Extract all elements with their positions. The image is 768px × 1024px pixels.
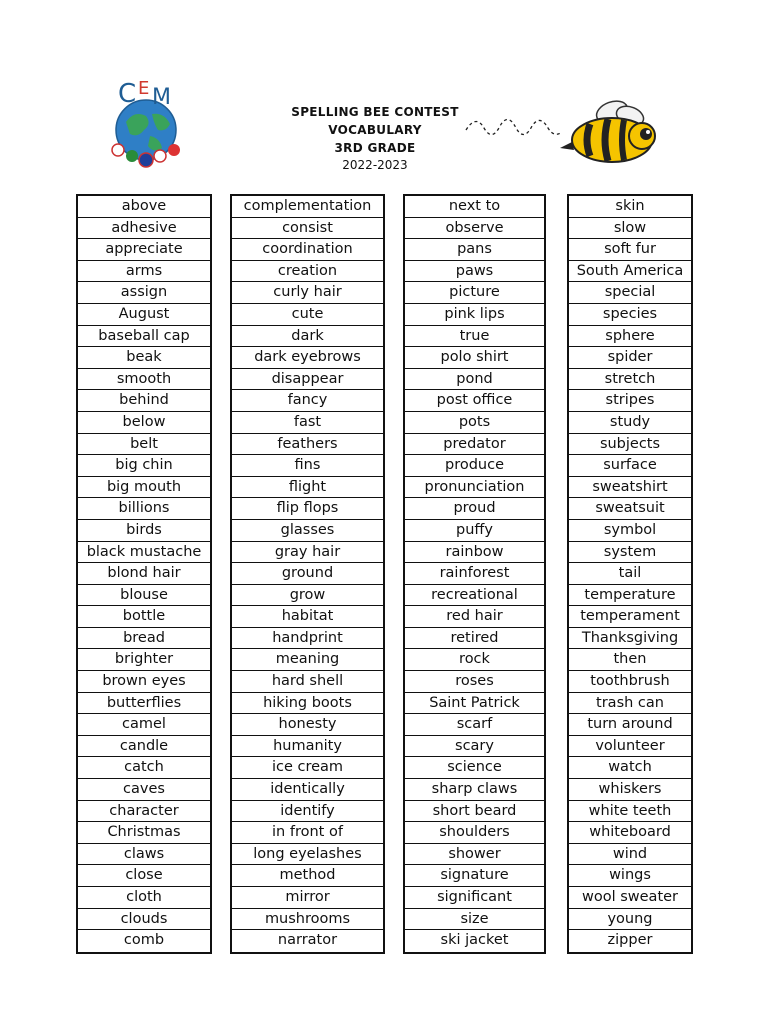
- contest-title: SPELLING BEE CONTEST: [291, 105, 459, 119]
- vocabulary-word: recreational: [405, 585, 544, 607]
- vocabulary-word: Christmas: [78, 822, 210, 844]
- word-column-3: [403, 194, 546, 954]
- vocabulary-word: Saint Patrick: [405, 693, 544, 715]
- vocabulary-word: pink lips: [405, 304, 544, 326]
- vocabulary-word: caves: [78, 779, 210, 801]
- vocabulary-word: watch: [569, 757, 691, 779]
- vocabulary-word: claws: [78, 844, 210, 866]
- vocabulary-word: white teeth: [569, 801, 691, 823]
- vocabulary-word: beak: [78, 347, 210, 369]
- vocabulary-word: pronunciation: [405, 477, 544, 499]
- vocabulary-word: catch: [78, 757, 210, 779]
- word-column-2: [230, 194, 385, 954]
- vocabulary-word: temperature: [569, 585, 691, 607]
- vocabulary-word: special: [569, 282, 691, 304]
- school-year: 2022-2023: [342, 158, 408, 172]
- vocabulary-word: camel: [78, 714, 210, 736]
- vocabulary-word: next to: [405, 196, 544, 218]
- bee-illustration: [462, 92, 662, 172]
- vocabulary-word: paws: [405, 261, 544, 283]
- vocabulary-word: below: [78, 412, 210, 434]
- vocabulary-word: close: [78, 865, 210, 887]
- vocabulary-word: significant: [405, 887, 544, 909]
- vocabulary-word: species: [569, 304, 691, 326]
- vocabulary-word: whiteboard: [569, 822, 691, 844]
- page-header: [280, 103, 470, 173]
- vocabulary-word: sweatshirt: [569, 477, 691, 499]
- vocabulary-word: sphere: [569, 326, 691, 348]
- word-column-1: [76, 194, 212, 954]
- vocabulary-word: in front of: [232, 822, 383, 844]
- vocabulary-word: surface: [569, 455, 691, 477]
- vocabulary-word: pond: [405, 369, 544, 391]
- vocabulary-word: pots: [405, 412, 544, 434]
- vocabulary-word: handprint: [232, 628, 383, 650]
- vocabulary-word: hard shell: [232, 671, 383, 693]
- vocabulary-word: flight: [232, 477, 383, 499]
- vocabulary-word: behind: [78, 390, 210, 412]
- vocabulary-word: ice cream: [232, 757, 383, 779]
- vocabulary-word: wings: [569, 865, 691, 887]
- vocabulary-word: picture: [405, 282, 544, 304]
- vocabulary-word: brighter: [78, 649, 210, 671]
- vocabulary-word: disappear: [232, 369, 383, 391]
- vocabulary-word: habitat: [232, 606, 383, 628]
- vocabulary-word: ground: [232, 563, 383, 585]
- vocabulary-word: red hair: [405, 606, 544, 628]
- vocabulary-word: whiskers: [569, 779, 691, 801]
- vocabulary-word: flip flops: [232, 498, 383, 520]
- vocabulary-word: dark: [232, 326, 383, 348]
- vocabulary-word: big mouth: [78, 477, 210, 499]
- vocabulary-word: fast: [232, 412, 383, 434]
- vocabulary-word: black mustache: [78, 542, 210, 564]
- vocabulary-word: bottle: [78, 606, 210, 628]
- vocabulary-word: shoulders: [405, 822, 544, 844]
- vocabulary-word: coordination: [232, 239, 383, 261]
- vocabulary-word: glasses: [232, 520, 383, 542]
- word-column-4: [567, 194, 693, 954]
- vocabulary-word: trash can: [569, 693, 691, 715]
- vocabulary-word: subjects: [569, 434, 691, 456]
- vocabulary-word: post office: [405, 390, 544, 412]
- vocabulary-word: arms: [78, 261, 210, 283]
- vocabulary-word: cloth: [78, 887, 210, 909]
- vocabulary-word: belt: [78, 434, 210, 456]
- vocabulary-word: toothbrush: [569, 671, 691, 693]
- vocabulary-word: billions: [78, 498, 210, 520]
- vocabulary-word: science: [405, 757, 544, 779]
- vocabulary-word: skin: [569, 196, 691, 218]
- vocabulary-word: August: [78, 304, 210, 326]
- vocabulary-word: then: [569, 649, 691, 671]
- vocabulary-word: retired: [405, 628, 544, 650]
- vocabulary-word: brown eyes: [78, 671, 210, 693]
- vocabulary-word: candle: [78, 736, 210, 758]
- vocabulary-word: clouds: [78, 909, 210, 931]
- vocabulary-word: appreciate: [78, 239, 210, 261]
- vocabulary-word: identify: [232, 801, 383, 823]
- logo-letter-e: E: [138, 80, 150, 99]
- vocabulary-word: butterflies: [78, 693, 210, 715]
- vocabulary-word: hiking boots: [232, 693, 383, 715]
- vocabulary-word: polo shirt: [405, 347, 544, 369]
- vocabulary-word: sharp claws: [405, 779, 544, 801]
- vocabulary-word: cute: [232, 304, 383, 326]
- vocabulary-word: humanity: [232, 736, 383, 758]
- vocabulary-word: produce: [405, 455, 544, 477]
- vocabulary-word: blond hair: [78, 563, 210, 585]
- vocabulary-word: above: [78, 196, 210, 218]
- vocabulary-word: spider: [569, 347, 691, 369]
- vocabulary-word: wool sweater: [569, 887, 691, 909]
- vocabulary-title: VOCABULARY: [328, 123, 422, 137]
- vocabulary-word: stripes: [569, 390, 691, 412]
- vocabulary-word: baseball cap: [78, 326, 210, 348]
- vocabulary-word: big chin: [78, 455, 210, 477]
- vocabulary-word: sweatsuit: [569, 498, 691, 520]
- vocabulary-word: meaning: [232, 649, 383, 671]
- logo-letter-c: C: [118, 80, 137, 109]
- vocabulary-word: proud: [405, 498, 544, 520]
- vocabulary-word: rainbow: [405, 542, 544, 564]
- vocabulary-word: comb: [123, 932, 165, 949]
- vocabulary-word: roses: [405, 671, 544, 693]
- vocabulary-word: young: [569, 909, 691, 931]
- vocabulary-word: temperament: [569, 606, 691, 628]
- vocabulary-word: dark eyebrows: [232, 347, 383, 369]
- vocabulary-word: size: [405, 909, 544, 931]
- vocabulary-word: symbol: [569, 520, 691, 542]
- vocabulary-word: signature: [405, 865, 544, 887]
- vocabulary-word: narrator: [277, 932, 338, 949]
- vocabulary-word: character: [78, 801, 210, 823]
- vocabulary-word: grow: [232, 585, 383, 607]
- grade-title: 3RD GRADE: [334, 141, 416, 155]
- vocabulary-word: identically: [232, 779, 383, 801]
- vocabulary-word: consist: [232, 218, 383, 240]
- vocabulary-word: rainforest: [405, 563, 544, 585]
- vocabulary-word: smooth: [78, 369, 210, 391]
- vocabulary-word: fancy: [232, 390, 383, 412]
- vocabulary-word: gray hair: [232, 542, 383, 564]
- vocabulary-word: scarf: [405, 714, 544, 736]
- vocabulary-word: zipper: [607, 932, 653, 949]
- vocabulary-word: bread: [78, 628, 210, 650]
- vocabulary-word: creation: [232, 261, 383, 283]
- cem-logo: [100, 80, 192, 172]
- vocabulary-word: wind: [569, 844, 691, 866]
- vocabulary-word: curly hair: [232, 282, 383, 304]
- vocabulary-word: study: [569, 412, 691, 434]
- vocabulary-word: method: [232, 865, 383, 887]
- logo-letter-m: M: [152, 85, 171, 110]
- vocabulary-word: true: [405, 326, 544, 348]
- vocabulary-word: assign: [78, 282, 210, 304]
- vocabulary-word: system: [569, 542, 691, 564]
- vocabulary-word: soft fur: [569, 239, 691, 261]
- vocabulary-word: short beard: [405, 801, 544, 823]
- vocabulary-word: Thanksgiving: [569, 628, 691, 650]
- vocabulary-word: observe: [405, 218, 544, 240]
- vocabulary-word: South America: [569, 261, 691, 283]
- vocabulary-word: blouse: [78, 585, 210, 607]
- vocabulary-word: adhesive: [78, 218, 210, 240]
- vocabulary-word: long eyelashes: [232, 844, 383, 866]
- vocabulary-word: feathers: [232, 434, 383, 456]
- vocabulary-word: turn around: [569, 714, 691, 736]
- vocabulary-word: volunteer: [569, 736, 691, 758]
- vocabulary-word: rock: [405, 649, 544, 671]
- vocabulary-word: shower: [405, 844, 544, 866]
- vocabulary-word: mirror: [232, 887, 383, 909]
- vocabulary-word: fins: [232, 455, 383, 477]
- vocabulary-word: slow: [569, 218, 691, 240]
- vocabulary-word: tail: [569, 563, 691, 585]
- vocabulary-word: predator: [405, 434, 544, 456]
- vocabulary-word: stretch: [569, 369, 691, 391]
- vocabulary-word: mushrooms: [232, 909, 383, 931]
- vocabulary-word: ski jacket: [440, 932, 509, 949]
- vocabulary-word: scary: [405, 736, 544, 758]
- vocabulary-word: puffy: [405, 520, 544, 542]
- vocabulary-word: honesty: [232, 714, 383, 736]
- vocabulary-word: complementation: [232, 196, 383, 218]
- vocabulary-word: pans: [405, 239, 544, 261]
- vocabulary-word: birds: [78, 520, 210, 542]
